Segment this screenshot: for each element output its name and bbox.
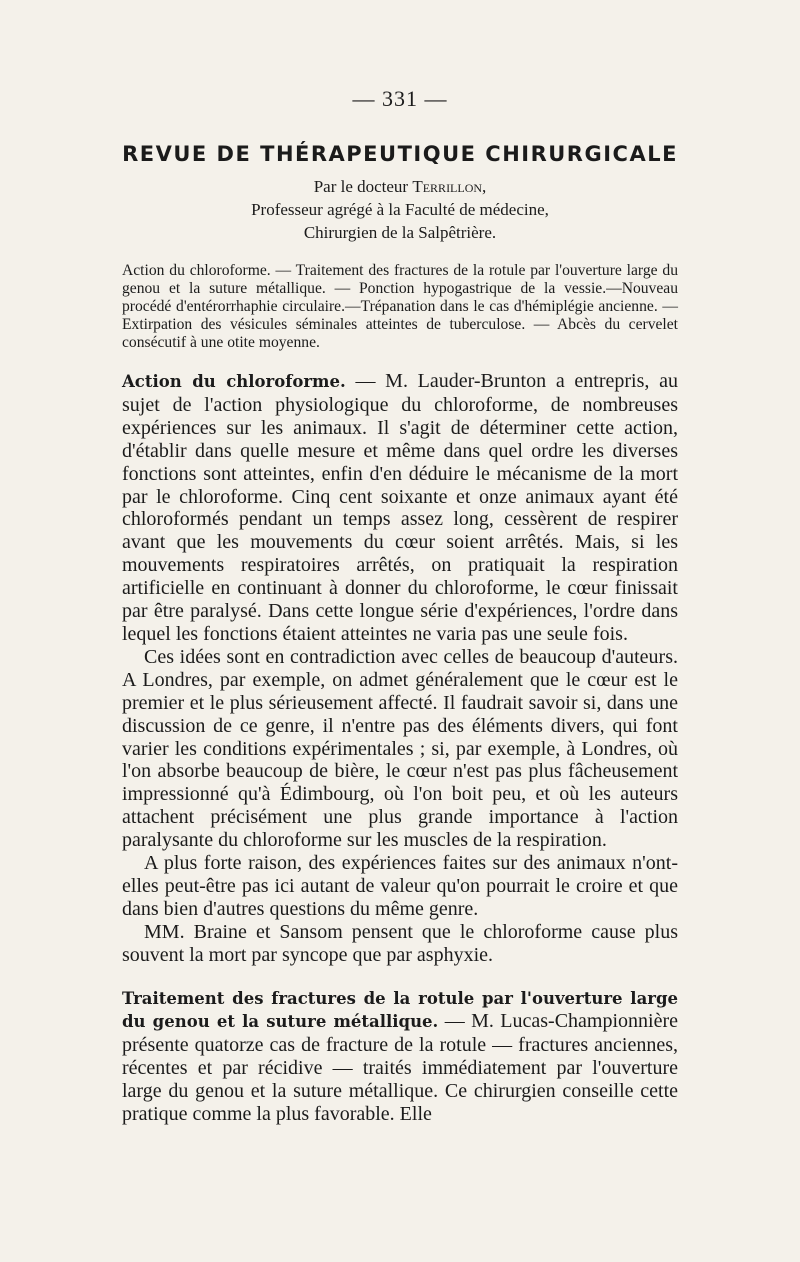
author-line bbox=[122, 175, 678, 198]
section-1-paragraph-4: MM. Braine et Sansom pensent que le chloroforme cause plus souvent la mort par syncope que par asphyxie. bbox=[122, 920, 678, 966]
section-2-heading: Traitement des fractures de la rotule par l'ouverture large du genou et la suture métallique. bbox=[122, 988, 678, 1032]
author-affiliation: Chirurgien de la Salpêtrière. bbox=[303, 223, 497, 242]
section-2-paragraph-1 bbox=[122, 987, 678, 1126]
author-prefix: Par le docteur bbox=[313, 177, 413, 196]
section-2-text-1: — M. Lucas-Championnière présente quatorze cas de fracture de la rotule — fractures anciennes, récentes et par récidive — traités immédiatement par l'ouverture large du genou et la suture métallique. Ce chirurgien conseille cette pratique comme la plus favorable. Elle bbox=[122, 1010, 679, 1126]
section-1-heading: Action du chloroforme. bbox=[122, 372, 346, 391]
section-1-text-1: — M. Lauder-Brunton a entrepris, au sujet de l'action physiologique du chloroforme, de nombreuses expériences sur les animaux. Il s'agit de déterminer cette action, d'établir dans quelle mesure et même dans quel ordre les diverses fonctions sont atteintes, enfin d'en déduire le mécanisme de la mort par le chloroforme. Cinq cent soixante et onze animaux ayant été chloroformés pendant un temps assez long, cessèrent de respirer avant que les mouvements du cœur soient arrêtés. Mais, si les mouvements respiratoires arrêtés, on pratiquait la respiration artificielle en continuant à donner du chloroforme, le cœur finissait par être paralysé. Dans cette longue série d'expériences, l'ordre dans lequel les fonctions étaient atteintes ne varia pas une seule fois. bbox=[122, 370, 678, 645]
byline bbox=[122, 175, 678, 244]
article-body bbox=[122, 370, 678, 1126]
author-position: Professeur agrégé à la Faculté de médecine, bbox=[251, 200, 549, 219]
section-1-paragraph-2: Ces idées sont en contradiction avec celles de beaucoup d'auteurs. A Londres, par exemple, on admet généralement que le cœur est le premier et le plus sérieusement affecté. Il faudrait savoir si, dans une discussion de ce genre, il n'entre pas des éléments divers, qui font varier les conditions expérimentales ; si, par exemple, à Londres, où l'on absorbe beaucoup de bière, le cœur n'est pas plus fâcheusement impressionné qu'à Édimbourg, où l'on boit peu, et où les auteurs attachent précisément une plus grande importance à l'action paralysante du chloroforme sur les muscles de la respiration. bbox=[122, 645, 678, 852]
page-number: — 331 — bbox=[352, 86, 448, 111]
section-1-paragraph-1 bbox=[122, 370, 678, 646]
author-name: Terrillon, bbox=[412, 177, 487, 196]
article-summary: Action du chloroforme. — Traitement des fractures de la rotule par l'ouverture large du genou et la suture métallique. — Ponction hypogastrique de la vessie.—Nouveau procédé d'entérorrhaphie circulaire.—Trépanation dans le cas d'hémiplégie ancienne. — Extirpation des vésicules séminales atteintes de tuberculose. — Abcès du cervelet consécutif à une otite moyenne. bbox=[122, 262, 678, 351]
section-1-paragraph-3: A plus forte raison, des expériences faites sur des animaux n'ont-elles peut-être pas ici autant de valeur qu'on pourrait le croire et que dans bien d'autres questions du même genre. bbox=[122, 852, 678, 920]
article-title: REVUE DE THÉRAPEUTIQUE CHIRURGICALE bbox=[122, 142, 678, 166]
